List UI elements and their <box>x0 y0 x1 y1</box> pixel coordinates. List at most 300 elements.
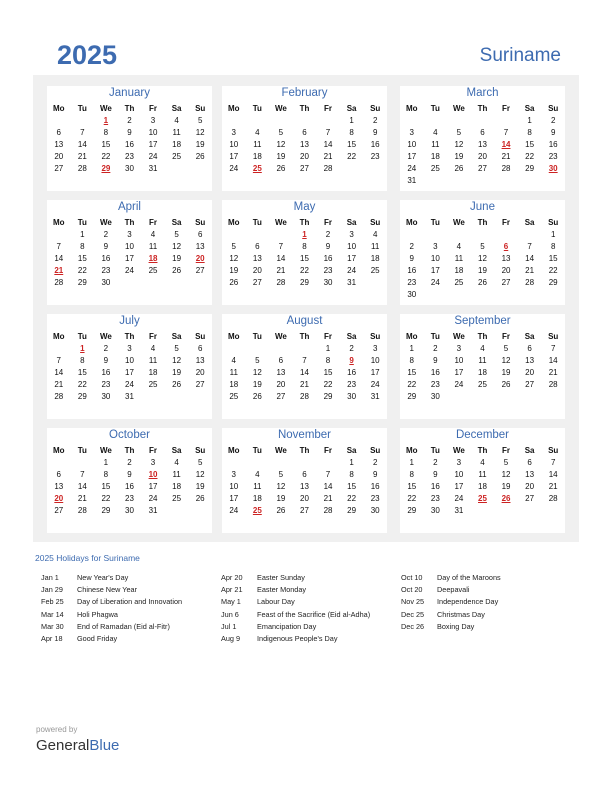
day-cell[interactable]: 4 <box>456 241 462 251</box>
day-cell[interactable]: 8 <box>550 241 556 251</box>
day-cell[interactable]: 24 <box>148 493 158 503</box>
day-cell[interactable]: 14 <box>276 253 286 263</box>
day-cell[interactable]: 27 <box>54 505 64 515</box>
day-cell[interactable]: 27 <box>478 163 487 173</box>
day-cell[interactable]: 11 <box>172 127 181 137</box>
day-cell[interactable]: 15 <box>101 481 111 491</box>
brand-logo[interactable] <box>36 737 119 754</box>
day-cell[interactable]: 7 <box>80 127 85 137</box>
day-cell[interactable]: 16 <box>407 265 417 275</box>
day-cell[interactable]: 19 <box>454 151 464 161</box>
day-cell[interactable]: 22 <box>101 493 111 503</box>
day-cell[interactable]: 6 <box>197 343 203 353</box>
day-cell[interactable]: 26 <box>172 265 182 275</box>
day-cell[interactable]: 22 <box>347 151 357 161</box>
day-cell[interactable]: 2 <box>349 343 354 353</box>
day-cell[interactable]: 26 <box>229 277 239 287</box>
day-cell[interactable]: 1 <box>349 457 354 467</box>
day-cell[interactable]: 17 <box>454 367 464 377</box>
day-cell[interactable]: 23 <box>323 265 333 275</box>
day-cell[interactable]: 17 <box>148 481 158 491</box>
holiday-day-cell[interactable]: 10 <box>148 469 158 479</box>
day-cell[interactable]: 18 <box>252 493 262 503</box>
day-cell[interactable]: 20 <box>252 265 262 275</box>
day-cell[interactable]: 14 <box>54 367 64 377</box>
day-cell[interactable]: 20 <box>501 265 511 275</box>
day-cell[interactable]: 13 <box>478 139 487 149</box>
day-cell[interactable]: 30 <box>125 505 134 515</box>
day-cell[interactable]: 8 <box>325 355 331 365</box>
day-cell[interactable]: 13 <box>54 139 64 149</box>
day-cell[interactable]: 30 <box>407 289 417 299</box>
day-cell[interactable]: 4 <box>150 229 156 239</box>
day-cell[interactable]: 17 <box>229 151 239 161</box>
day-cell[interactable]: 3 <box>150 115 156 125</box>
day-cell[interactable]: 7 <box>503 127 509 137</box>
day-cell[interactable]: 11 <box>431 139 440 149</box>
day-cell[interactable]: 22 <box>300 265 309 275</box>
day-cell[interactable]: 11 <box>478 355 487 365</box>
day-cell[interactable]: 12 <box>454 139 464 149</box>
day-cell[interactable]: 22 <box>525 151 535 161</box>
day-cell[interactable]: 27 <box>501 277 511 287</box>
day-cell[interactable]: 16 <box>370 481 380 491</box>
holiday-day-cell[interactable]: 20 <box>195 253 205 263</box>
day-cell[interactable]: 21 <box>525 265 535 275</box>
holiday-day-cell[interactable]: 25 <box>252 163 262 173</box>
day-cell[interactable]: 26 <box>252 391 262 401</box>
holiday-day-cell[interactable]: 9 <box>349 355 354 365</box>
day-cell[interactable]: 27 <box>525 493 535 503</box>
day-cell[interactable]: 4 <box>174 457 179 467</box>
day-cell[interactable]: 31 <box>347 277 357 287</box>
day-cell[interactable]: 6 <box>255 241 260 251</box>
day-cell[interactable]: 16 <box>347 367 357 377</box>
day-cell[interactable]: 22 <box>323 379 333 389</box>
holiday-day-cell[interactable]: 18 <box>148 253 158 263</box>
holiday-day-cell[interactable]: 29 <box>101 163 111 173</box>
day-cell[interactable]: 18 <box>172 481 182 491</box>
day-cell[interactable]: 24 <box>454 379 464 389</box>
day-cell[interactable]: 16 <box>125 481 134 491</box>
day-cell[interactable]: 28 <box>54 391 64 401</box>
day-cell[interactable]: 13 <box>54 481 64 491</box>
day-cell[interactable]: 18 <box>478 481 487 491</box>
day-cell[interactable]: 28 <box>548 379 558 389</box>
day-cell[interactable]: 18 <box>478 367 487 377</box>
day-cell[interactable]: 29 <box>347 505 357 515</box>
day-cell[interactable]: 17 <box>454 481 464 491</box>
day-cell[interactable]: 29 <box>101 505 111 515</box>
day-cell[interactable]: 12 <box>276 139 286 149</box>
day-cell[interactable]: 29 <box>548 277 558 287</box>
day-cell[interactable]: 7 <box>278 241 284 251</box>
day-cell[interactable]: 25 <box>172 151 182 161</box>
day-cell[interactable]: 3 <box>231 127 236 137</box>
day-cell[interactable]: 2 <box>372 457 378 467</box>
day-cell[interactable]: 23 <box>430 379 440 389</box>
day-cell[interactable]: 9 <box>325 241 331 251</box>
day-cell[interactable]: 12 <box>478 253 487 263</box>
day-cell[interactable]: 20 <box>54 151 64 161</box>
day-cell[interactable]: 2 <box>127 115 132 125</box>
day-cell[interactable]: 30 <box>101 277 111 287</box>
day-cell[interactable]: 7 <box>56 355 61 365</box>
day-cell[interactable]: 31 <box>125 391 134 401</box>
day-cell[interactable]: 10 <box>229 139 239 149</box>
day-cell[interactable]: 4 <box>231 355 236 365</box>
day-cell[interactable]: 15 <box>407 481 417 491</box>
day-cell[interactable]: 28 <box>323 163 333 173</box>
day-cell[interactable]: 1 <box>409 343 414 353</box>
day-cell[interactable]: 15 <box>548 253 558 263</box>
day-cell[interactable]: 22 <box>77 379 87 389</box>
day-cell[interactable]: 4 <box>255 469 260 479</box>
day-cell[interactable]: 5 <box>503 343 509 353</box>
day-cell[interactable]: 5 <box>278 127 284 137</box>
day-cell[interactable]: 2 <box>550 115 556 125</box>
day-cell[interactable]: 28 <box>323 505 333 515</box>
day-cell[interactable]: 31 <box>407 175 417 185</box>
day-cell[interactable]: 2 <box>103 229 109 239</box>
day-cell[interactable]: 4 <box>174 115 179 125</box>
day-cell[interactable]: 13 <box>195 355 205 365</box>
day-cell[interactable]: 30 <box>101 391 111 401</box>
day-cell[interactable]: 30 <box>323 277 333 287</box>
day-cell[interactable]: 19 <box>276 493 286 503</box>
day-cell[interactable]: 7 <box>80 469 85 479</box>
day-cell[interactable]: 18 <box>229 379 239 389</box>
day-cell[interactable]: 25 <box>478 379 487 389</box>
day-cell[interactable]: 1 <box>409 457 414 467</box>
day-cell[interactable]: 30 <box>430 505 440 515</box>
day-cell[interactable]: 28 <box>501 163 511 173</box>
day-cell[interactable]: 23 <box>125 493 134 503</box>
day-cell[interactable]: 2 <box>372 115 378 125</box>
day-cell[interactable]: 5 <box>231 241 236 251</box>
day-cell[interactable]: 24 <box>125 265 134 275</box>
day-cell[interactable]: 8 <box>409 469 414 479</box>
day-cell[interactable]: 10 <box>148 127 158 137</box>
day-cell[interactable]: 8 <box>349 469 354 479</box>
day-cell[interactable]: 28 <box>77 163 87 173</box>
day-cell[interactable]: 21 <box>548 367 558 377</box>
day-cell[interactable]: 21 <box>323 151 333 161</box>
day-cell[interactable]: 19 <box>195 139 205 149</box>
day-cell[interactable]: 20 <box>276 379 286 389</box>
day-cell[interactable]: 21 <box>323 493 333 503</box>
day-cell[interactable]: 8 <box>409 355 414 365</box>
day-cell[interactable]: 6 <box>527 343 532 353</box>
day-cell[interactable]: 24 <box>370 379 380 389</box>
day-cell[interactable]: 27 <box>525 379 535 389</box>
holiday-day-cell[interactable]: 30 <box>548 163 558 173</box>
day-cell[interactable]: 8 <box>103 127 109 137</box>
day-cell[interactable]: 3 <box>456 343 462 353</box>
day-cell[interactable]: 3 <box>127 343 132 353</box>
day-cell[interactable]: 29 <box>407 505 417 515</box>
day-cell[interactable]: 29 <box>407 391 417 401</box>
day-cell[interactable]: 7 <box>56 241 61 251</box>
day-cell[interactable]: 19 <box>501 481 511 491</box>
day-cell[interactable]: 5 <box>480 241 485 251</box>
day-cell[interactable]: 14 <box>323 139 333 149</box>
day-cell[interactable]: 5 <box>197 457 203 467</box>
day-cell[interactable]: 11 <box>478 469 487 479</box>
day-cell[interactable]: 7 <box>302 355 307 365</box>
day-cell[interactable]: 14 <box>323 481 333 491</box>
day-cell[interactable]: 8 <box>527 127 532 137</box>
day-cell[interactable]: 11 <box>229 367 238 377</box>
day-cell[interactable]: 21 <box>548 481 558 491</box>
day-cell[interactable]: 17 <box>148 139 158 149</box>
day-cell[interactable]: 3 <box>150 457 156 467</box>
day-cell[interactable]: 28 <box>525 277 535 287</box>
day-cell[interactable]: 27 <box>252 277 262 287</box>
day-cell[interactable]: 8 <box>302 241 307 251</box>
day-cell[interactable]: 13 <box>525 469 535 479</box>
day-cell[interactable]: 3 <box>409 127 414 137</box>
day-cell[interactable]: 17 <box>370 367 380 377</box>
day-cell[interactable]: 16 <box>101 253 111 263</box>
day-cell[interactable]: 6 <box>56 127 61 137</box>
day-cell[interactable]: 24 <box>125 379 134 389</box>
day-cell[interactable]: 12 <box>172 241 182 251</box>
day-cell[interactable]: 1 <box>349 115 354 125</box>
day-cell[interactable]: 27 <box>54 163 64 173</box>
day-cell[interactable]: 25 <box>454 277 464 287</box>
day-cell[interactable]: 8 <box>80 241 85 251</box>
day-cell[interactable]: 10 <box>347 241 357 251</box>
day-cell[interactable]: 4 <box>480 457 485 467</box>
day-cell[interactable]: 16 <box>125 139 134 149</box>
day-cell[interactable]: 9 <box>372 469 378 479</box>
day-cell[interactable]: 16 <box>370 139 380 149</box>
day-cell[interactable]: 1 <box>325 343 331 353</box>
day-cell[interactable]: 28 <box>77 505 87 515</box>
day-cell[interactable]: 1 <box>103 457 109 467</box>
day-cell[interactable]: 10 <box>430 253 440 263</box>
day-cell[interactable]: 29 <box>323 391 333 401</box>
day-cell[interactable]: 19 <box>229 265 239 275</box>
day-cell[interactable]: 7 <box>550 457 556 467</box>
day-cell[interactable]: 17 <box>125 253 134 263</box>
day-cell[interactable]: 11 <box>172 469 181 479</box>
day-cell[interactable]: 18 <box>430 151 440 161</box>
holiday-day-cell[interactable]: 25 <box>252 505 262 515</box>
day-cell[interactable]: 23 <box>370 493 380 503</box>
day-cell[interactable]: 19 <box>252 379 262 389</box>
day-cell[interactable]: 10 <box>125 241 134 251</box>
day-cell[interactable]: 11 <box>148 355 158 365</box>
day-cell[interactable]: 15 <box>347 481 357 491</box>
day-cell[interactable]: 29 <box>77 277 87 287</box>
day-cell[interactable]: 26 <box>172 379 182 389</box>
day-cell[interactable]: 22 <box>548 265 558 275</box>
day-cell[interactable]: 5 <box>174 229 179 239</box>
day-cell[interactable]: 16 <box>430 367 440 377</box>
holiday-day-cell[interactable]: 14 <box>501 139 511 149</box>
day-cell[interactable]: 31 <box>148 163 158 173</box>
day-cell[interactable]: 18 <box>370 253 380 263</box>
day-cell[interactable]: 19 <box>195 481 205 491</box>
day-cell[interactable]: 30 <box>430 391 440 401</box>
day-cell[interactable]: 28 <box>300 391 309 401</box>
day-cell[interactable]: 15 <box>77 367 87 377</box>
day-cell[interactable]: 15 <box>300 253 309 263</box>
day-cell[interactable]: 13 <box>300 481 309 491</box>
day-cell[interactable]: 10 <box>229 481 239 491</box>
day-cell[interactable]: 27 <box>195 265 205 275</box>
day-cell[interactable]: 19 <box>478 265 487 275</box>
day-cell[interactable]: 1 <box>550 229 556 239</box>
day-cell[interactable]: 14 <box>525 253 535 263</box>
day-cell[interactable]: 12 <box>501 469 511 479</box>
day-cell[interactable]: 24 <box>229 163 239 173</box>
day-cell[interactable]: 5 <box>197 115 203 125</box>
day-cell[interactable]: 29 <box>77 391 87 401</box>
day-cell[interactable]: 4 <box>433 127 438 137</box>
day-cell[interactable]: 20 <box>195 367 205 377</box>
day-cell[interactable]: 6 <box>480 127 485 137</box>
day-cell[interactable]: 21 <box>77 151 87 161</box>
day-cell[interactable]: 23 <box>125 151 134 161</box>
day-cell[interactable]: 5 <box>278 469 284 479</box>
day-cell[interactable]: 24 <box>229 505 239 515</box>
day-cell[interactable]: 12 <box>276 481 286 491</box>
day-cell[interactable]: 15 <box>77 253 87 263</box>
day-cell[interactable]: 10 <box>125 355 134 365</box>
day-cell[interactable]: 15 <box>101 139 111 149</box>
day-cell[interactable]: 5 <box>456 127 462 137</box>
day-cell[interactable]: 12 <box>252 367 262 377</box>
day-cell[interactable]: 24 <box>430 277 440 287</box>
day-cell[interactable]: 20 <box>525 367 535 377</box>
day-cell[interactable]: 4 <box>480 343 485 353</box>
day-cell[interactable]: 3 <box>433 241 438 251</box>
day-cell[interactable]: 28 <box>54 277 64 287</box>
day-cell[interactable]: 7 <box>550 343 556 353</box>
day-cell[interactable]: 31 <box>454 505 464 515</box>
day-cell[interactable]: 19 <box>172 253 182 263</box>
day-cell[interactable]: 23 <box>370 151 380 161</box>
day-cell[interactable]: 6 <box>302 127 307 137</box>
day-cell[interactable]: 16 <box>548 139 558 149</box>
holiday-day-cell[interactable]: 6 <box>503 241 509 251</box>
day-cell[interactable]: 12 <box>229 253 239 263</box>
day-cell[interactable]: 24 <box>148 151 158 161</box>
day-cell[interactable]: 14 <box>300 367 309 377</box>
day-cell[interactable]: 17 <box>430 265 440 275</box>
day-cell[interactable]: 8 <box>80 355 85 365</box>
day-cell[interactable]: 25 <box>148 265 158 275</box>
day-cell[interactable]: 27 <box>195 379 205 389</box>
day-cell[interactable]: 12 <box>172 355 182 365</box>
day-cell[interactable]: 15 <box>525 139 535 149</box>
day-cell[interactable]: 25 <box>430 163 440 173</box>
day-cell[interactable]: 26 <box>478 277 487 287</box>
day-cell[interactable]: 30 <box>125 163 134 173</box>
day-cell[interactable]: 22 <box>347 493 357 503</box>
day-cell[interactable]: 28 <box>548 493 558 503</box>
day-cell[interactable]: 11 <box>454 253 464 263</box>
day-cell[interactable]: 13 <box>252 253 262 263</box>
day-cell[interactable]: 30 <box>370 505 380 515</box>
day-cell[interactable]: 14 <box>548 355 558 365</box>
day-cell[interactable]: 25 <box>370 265 380 275</box>
day-cell[interactable]: 20 <box>525 481 535 491</box>
day-cell[interactable]: 27 <box>300 163 309 173</box>
day-cell[interactable]: 21 <box>501 151 511 161</box>
day-cell[interactable]: 6 <box>527 457 532 467</box>
holiday-day-cell[interactable]: 26 <box>501 493 511 503</box>
day-cell[interactable]: 16 <box>430 481 440 491</box>
day-cell[interactable]: 4 <box>255 127 260 137</box>
day-cell[interactable]: 14 <box>54 253 64 263</box>
day-cell[interactable]: 23 <box>548 151 558 161</box>
holiday-day-cell[interactable]: 1 <box>80 343 85 353</box>
day-cell[interactable]: 20 <box>300 151 309 161</box>
day-cell[interactable]: 12 <box>501 355 511 365</box>
day-cell[interactable]: 24 <box>347 265 357 275</box>
day-cell[interactable]: 8 <box>349 127 354 137</box>
day-cell[interactable]: 25 <box>172 493 182 503</box>
day-cell[interactable]: 19 <box>276 151 286 161</box>
day-cell[interactable]: 26 <box>454 163 464 173</box>
day-cell[interactable]: 7 <box>527 241 532 251</box>
day-cell[interactable]: 22 <box>77 265 87 275</box>
day-cell[interactable]: 29 <box>300 277 309 287</box>
day-cell[interactable]: 21 <box>54 379 64 389</box>
day-cell[interactable]: 25 <box>148 379 158 389</box>
day-cell[interactable]: 3 <box>349 229 354 239</box>
day-cell[interactable]: 9 <box>127 469 132 479</box>
day-cell[interactable]: 13 <box>300 139 309 149</box>
day-cell[interactable]: 7 <box>325 469 331 479</box>
day-cell[interactable]: 1 <box>80 229 85 239</box>
day-cell[interactable]: 16 <box>101 367 111 377</box>
day-cell[interactable]: 14 <box>77 481 87 491</box>
day-cell[interactable]: 3 <box>127 229 132 239</box>
day-cell[interactable]: 10 <box>370 355 380 365</box>
day-cell[interactable]: 21 <box>77 493 87 503</box>
day-cell[interactable]: 9 <box>103 355 109 365</box>
day-cell[interactable]: 19 <box>501 367 511 377</box>
day-cell[interactable]: 15 <box>407 367 417 377</box>
day-cell[interactable]: 2 <box>103 343 109 353</box>
day-cell[interactable]: 16 <box>323 253 333 263</box>
day-cell[interactable]: 7 <box>325 127 331 137</box>
day-cell[interactable]: 11 <box>253 481 262 491</box>
day-cell[interactable]: 13 <box>501 253 511 263</box>
day-cell[interactable]: 11 <box>371 241 380 251</box>
day-cell[interactable]: 17 <box>125 367 134 377</box>
day-cell[interactable]: 18 <box>454 265 464 275</box>
day-cell[interactable]: 26 <box>195 151 205 161</box>
day-cell[interactable]: 26 <box>276 163 286 173</box>
day-cell[interactable]: 17 <box>407 151 417 161</box>
day-cell[interactable]: 6 <box>278 355 284 365</box>
day-cell[interactable]: 23 <box>407 277 417 287</box>
day-cell[interactable]: 10 <box>454 469 464 479</box>
day-cell[interactable]: 24 <box>454 493 464 503</box>
day-cell[interactable]: 31 <box>370 391 380 401</box>
day-cell[interactable]: 22 <box>101 151 111 161</box>
day-cell[interactable]: 9 <box>103 241 109 251</box>
day-cell[interactable]: 21 <box>276 265 286 275</box>
day-cell[interactable]: 26 <box>501 379 511 389</box>
day-cell[interactable]: 2 <box>325 229 331 239</box>
